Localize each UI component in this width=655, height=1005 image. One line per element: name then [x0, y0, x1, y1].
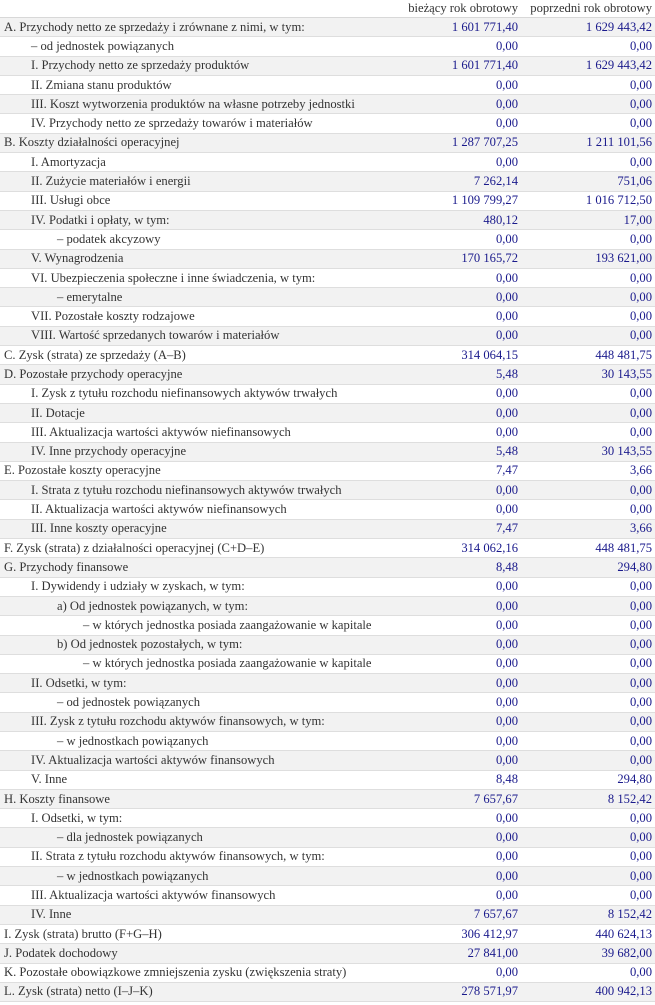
table-row [0, 443, 655, 462]
table-row [0, 404, 655, 423]
row-label: II. Odsetki, w tym: [31, 675, 127, 690]
row-previous-value: 8 152,42 [607, 907, 652, 922]
row-label: VI. Ubezpieczenia społeczne i inne świadczenia, w tym: [31, 270, 316, 285]
table-row [0, 269, 655, 288]
row-current-value: 0,00 [495, 482, 518, 497]
row-current-value: 5,48 [495, 444, 518, 459]
row-current-value: 8,48 [495, 559, 518, 574]
row-previous-value: 400 942,13 [595, 984, 652, 999]
row-current-value: 1 601 771,40 [451, 58, 518, 73]
row-label: II. Zmiana stanu produktów [31, 77, 172, 92]
table-row [0, 616, 655, 635]
table-body [0, 17, 655, 1002]
table-row [0, 307, 655, 326]
table-row [0, 906, 655, 925]
row-label: III. Aktualizacja wartości aktywów finansowych [31, 888, 276, 902]
table-row [0, 192, 655, 211]
table-row [0, 983, 655, 1002]
row-previous-value: 1 629 443,42 [585, 58, 652, 73]
row-previous-value: 0,00 [629, 482, 652, 497]
row-label: – podatek akcyzowy [57, 231, 161, 246]
table-row [0, 18, 655, 37]
row-previous-value: 1 016 712,50 [585, 193, 652, 208]
row-previous-value: 0,00 [629, 675, 652, 690]
row-current-value: 5,48 [495, 366, 518, 381]
row-previous-value: 448 481,75 [595, 347, 652, 362]
table-row [0, 37, 655, 56]
table-row [0, 674, 655, 693]
table-row [0, 288, 655, 307]
row-previous-value: 0,00 [629, 116, 652, 131]
row-label: b) Od jednostek pozostałych, w tym: [57, 637, 243, 652]
row-label: G. Przychody finansowe [4, 559, 129, 574]
row-previous-value: 0,00 [629, 154, 652, 169]
row-previous-value: 1 629 443,42 [585, 19, 652, 34]
row-label: VIII. Wartość sprzedanych towarów i materiałów [31, 328, 280, 343]
row-current-value: 0,00 [495, 96, 518, 111]
row-previous-value: 39 682,00 [601, 945, 652, 960]
table-row [0, 809, 655, 828]
row-previous-value: 0,00 [629, 328, 652, 343]
row-current-value: 0,00 [495, 116, 518, 131]
row-label: II. Zużycie materiałów i energii [31, 174, 191, 189]
row-previous-value: 294,80 [617, 559, 652, 574]
row-label: V. Inne [31, 772, 68, 787]
row-label: E. Pozostałe koszty operacyjne [4, 463, 161, 478]
table-row [0, 327, 655, 346]
row-label: III. Zysk z tytułu rozchodu aktywów finansowych, w tym: [31, 714, 325, 729]
row-previous-value: 3,66 [629, 463, 652, 478]
row-current-value: 0,00 [495, 656, 518, 671]
row-current-value: 0,00 [495, 77, 518, 92]
row-label: I. Zysk (strata) brutto (F+G–H) [4, 926, 162, 941]
row-label: – w których jednostka posiada zaangażowanie w kapitale [83, 656, 372, 671]
table-row [0, 751, 655, 770]
row-previous-value: 0,00 [629, 849, 652, 864]
row-current-value: 0,00 [495, 637, 518, 652]
row-current-value: 0,00 [495, 675, 518, 690]
row-current-value: 0,00 [495, 405, 518, 420]
row-label: B. Koszty działalności operacyjnej [4, 135, 180, 150]
row-current-value: 1 287 707,25 [451, 135, 518, 150]
row-previous-value: 0,00 [629, 965, 652, 980]
row-previous-value: 1 211 101,56 [586, 135, 652, 150]
table-row [0, 230, 655, 249]
row-label: L. Zysk (strata) netto (I–J–K) [4, 984, 153, 999]
row-current-value: 27 841,00 [467, 945, 518, 960]
row-label: II. Strata z tytułu rozchodu aktywów finansowych, w tym: [31, 849, 325, 864]
row-current-value: 0,00 [495, 849, 518, 864]
row-label: A. Przychody netto ze sprzedaży i zrównane z nimi, w tym: [4, 19, 305, 34]
row-label: IV. Aktualizacja wartości aktywów finansowych [31, 752, 275, 767]
row-current-value: 7,47 [495, 521, 518, 536]
row-label: VII. Pozostałe koszty rodzajowe [31, 309, 195, 324]
row-current-value: 0,00 [495, 598, 518, 613]
row-label: J. Podatek dochodowy [4, 945, 118, 960]
row-previous-value: 17,00 [623, 212, 652, 227]
row-previous-value: 0,00 [629, 752, 652, 767]
row-current-value: 0,00 [495, 810, 518, 825]
table-row [0, 365, 655, 384]
row-label: – od jednostek powiązanych [31, 38, 175, 53]
row-previous-value: 30 143,55 [601, 444, 652, 459]
table-row [0, 153, 655, 172]
row-current-value: 7 657,67 [473, 907, 518, 922]
table-row [0, 346, 655, 365]
row-previous-value: 3,66 [629, 521, 652, 536]
table-row [0, 713, 655, 732]
table-row [0, 655, 655, 674]
row-label: I. Przychody netto ze sprzedaży produktów [31, 58, 250, 73]
row-current-value: 278 571,97 [461, 984, 518, 999]
row-label: – dla jednostek powiązanych [57, 830, 203, 845]
table-row [0, 693, 655, 712]
row-previous-value: 0,00 [629, 405, 652, 420]
table-row [0, 95, 655, 114]
row-current-value: 0,00 [495, 231, 518, 246]
row-label: I. Odsetki, w tym: [31, 810, 123, 825]
table-row [0, 520, 655, 539]
row-label: – w których jednostka posiada zaangażowanie w kapitale [83, 617, 372, 632]
row-current-value: 7,47 [495, 463, 518, 478]
row-current-value: 0,00 [495, 386, 518, 401]
row-previous-value: 0,00 [629, 695, 652, 710]
row-previous-value: 0,00 [629, 637, 652, 652]
table-row [0, 828, 655, 847]
row-label: K. Pozostałe obowiązkowe zmniejszenia zysku (zwiększenia straty) [4, 965, 347, 980]
row-current-value: 0,00 [495, 579, 518, 594]
table-header [0, 0, 655, 17]
row-current-value: 0,00 [495, 868, 518, 883]
row-label: III. Aktualizacja wartości aktywów niefinansowych [31, 424, 291, 439]
row-label: I. Dywidendy i udziały w zyskach, w tym: [31, 579, 245, 594]
table-row [0, 636, 655, 655]
row-previous-value: 0,00 [629, 96, 652, 111]
row-previous-value: 0,00 [629, 656, 652, 671]
row-current-value: 314 064,15 [461, 347, 518, 362]
row-label: IV. Inne przychody operacyjne [31, 444, 187, 459]
row-label: – od jednostek powiązanych [57, 695, 201, 710]
table-row [0, 539, 655, 558]
row-current-value: 0,00 [495, 154, 518, 169]
row-current-value: 0,00 [495, 695, 518, 710]
header-previous-year: poprzedni rok obrotowy [530, 1, 652, 15]
row-previous-value: 0,00 [629, 77, 652, 92]
row-previous-value: 0,00 [629, 598, 652, 613]
row-current-value: 314 062,16 [461, 540, 518, 555]
table-row [0, 114, 655, 133]
table-row [0, 867, 655, 886]
row-label: – w jednostkach powiązanych [57, 868, 209, 883]
row-previous-value: 751,06 [617, 174, 652, 189]
row-previous-value: 8 152,42 [607, 791, 652, 806]
row-current-value: 170 165,72 [461, 251, 518, 266]
row-label: – emerytalne [57, 289, 123, 304]
row-previous-value: 0,00 [629, 424, 652, 439]
row-current-value: 0,00 [495, 714, 518, 729]
table-row [0, 481, 655, 500]
row-previous-value: 0,00 [629, 502, 652, 517]
table-row [0, 172, 655, 191]
row-label: I. Amortyzacja [31, 154, 106, 169]
table-row [0, 848, 655, 867]
row-current-value: 1 601 771,40 [451, 19, 518, 34]
table-row [0, 57, 655, 76]
row-label: III. Usługi obce [31, 193, 111, 208]
row-current-value: 0,00 [495, 38, 518, 53]
table-row [0, 558, 655, 577]
row-previous-value: 448 481,75 [595, 540, 652, 555]
table-row [0, 732, 655, 751]
row-previous-value: 0,00 [629, 714, 652, 729]
row-current-value: 0,00 [495, 965, 518, 980]
table-row [0, 597, 655, 616]
table-row [0, 211, 655, 230]
row-current-value: 0,00 [495, 888, 518, 902]
table-row [0, 925, 655, 944]
table-row [0, 771, 655, 790]
row-label: II. Dotacje [31, 405, 85, 420]
row-previous-value: 0,00 [629, 868, 652, 883]
row-previous-value: 0,00 [629, 830, 652, 845]
row-current-value: 0,00 [495, 289, 518, 304]
row-previous-value: 0,00 [629, 38, 652, 53]
row-previous-value: 0,00 [629, 309, 652, 324]
row-previous-value: 0,00 [629, 733, 652, 748]
table-row [0, 964, 655, 983]
row-label: a) Od jednostek powiązanych, w tym: [57, 598, 248, 613]
row-previous-value: 294,80 [617, 772, 652, 787]
table-row [0, 76, 655, 95]
row-previous-value: 0,00 [629, 386, 652, 401]
row-current-value: 0,00 [495, 830, 518, 845]
row-current-value: 306 412,97 [461, 926, 518, 941]
row-label: – w jednostkach powiązanych [57, 733, 209, 748]
row-previous-value: 440 624,13 [595, 926, 652, 941]
row-label: H. Koszty finansowe [4, 791, 110, 806]
row-previous-value: 0,00 [629, 810, 652, 825]
row-current-value: 0,00 [495, 502, 518, 517]
row-label: IV. Podatki i opłaty, w tym: [31, 212, 170, 227]
row-previous-value: 0,00 [629, 888, 652, 902]
row-label: F. Zysk (strata) z działalności operacyjnej (C+D–E) [4, 540, 265, 555]
row-previous-value: 30 143,55 [601, 366, 652, 381]
row-label: IV. Przychody netto ze sprzedaży towarów i materiałów [31, 116, 313, 131]
header-current-year: bieżący rok obrotowy [408, 1, 518, 15]
row-previous-value: 193 621,00 [595, 251, 652, 266]
row-previous-value: 0,00 [629, 617, 652, 632]
row-current-value: 1 109 799,27 [451, 193, 518, 208]
row-current-value: 7 657,67 [473, 791, 518, 806]
table-row [0, 944, 655, 963]
row-current-value: 0,00 [495, 424, 518, 439]
table-row [0, 500, 655, 519]
row-previous-value: 0,00 [629, 579, 652, 594]
row-label: I. Zysk z tytułu rozchodu niefinansowych aktywów trwałych [31, 386, 338, 401]
row-label: III. Inne koszty operacyjne [31, 521, 167, 536]
row-label: I. Strata z tytułu rozchodu niefinansowych aktywów trwałych [31, 482, 342, 497]
row-previous-value: 0,00 [629, 289, 652, 304]
row-previous-value: 0,00 [629, 231, 652, 246]
row-label: V. Wynagrodzenia [31, 251, 124, 266]
table-row [0, 462, 655, 481]
row-label: C. Zysk (strata) ze sprzedaży (A–B) [4, 347, 186, 362]
row-label: III. Koszt wytworzenia produktów na własne potrzeby jednostki [31, 96, 355, 111]
row-previous-value: 0,00 [629, 270, 652, 285]
table-row [0, 423, 655, 442]
table-row [0, 886, 655, 905]
table-row [0, 578, 655, 597]
row-current-value: 0,00 [495, 733, 518, 748]
row-label: D. Pozostałe przychody operacyjne [4, 366, 183, 381]
row-current-value: 0,00 [495, 752, 518, 767]
table-row [0, 385, 655, 404]
row-current-value: 0,00 [495, 328, 518, 343]
row-current-value: 0,00 [495, 617, 518, 632]
row-label: II. Aktualizacja wartości aktywów niefinansowych [31, 502, 287, 517]
row-current-value: 0,00 [495, 309, 518, 324]
table-row [0, 250, 655, 269]
row-current-value: 7 262,14 [473, 174, 518, 189]
row-current-value: 0,00 [495, 270, 518, 285]
table-row [0, 134, 655, 153]
row-current-value: 8,48 [495, 772, 518, 787]
row-label: IV. Inne [31, 907, 72, 922]
table-row [0, 790, 655, 809]
row-current-value: 480,12 [483, 212, 518, 227]
